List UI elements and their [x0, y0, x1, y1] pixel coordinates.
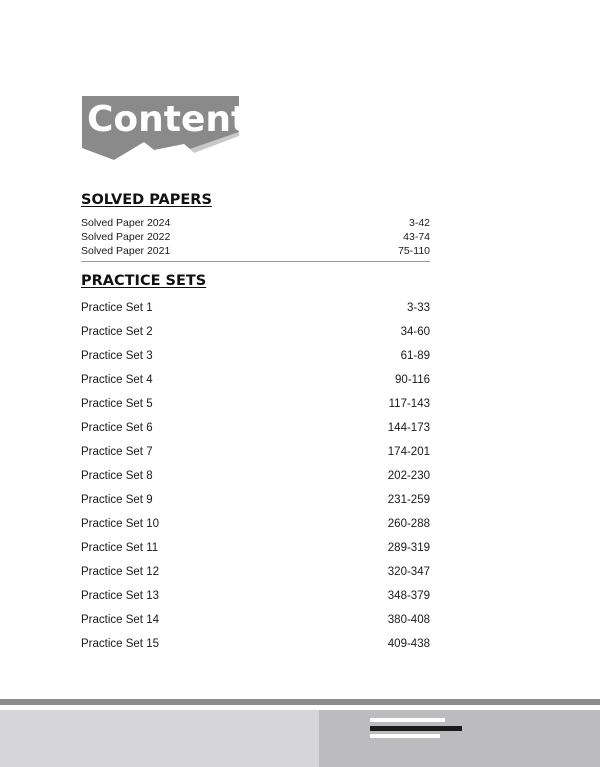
footer-bar-top [370, 718, 445, 722]
toc-entry-label: Solved Paper 2021 [81, 245, 171, 257]
toc-row [81, 540, 430, 564]
toc-page-range: 348-379 [387, 590, 430, 602]
footer-rule [0, 699, 600, 705]
toc-row [81, 244, 430, 258]
toc-row [81, 216, 430, 230]
toc-row [81, 612, 430, 636]
practice-sets-list [81, 300, 430, 660]
toc-entry-label: Practice Set 3 [81, 350, 153, 362]
toc-row [81, 324, 430, 348]
toc-page-range: 289-319 [387, 542, 430, 554]
page-title: Contents [87, 99, 270, 140]
toc-page-range: 3-42 [408, 217, 430, 229]
toc-entry-label: Practice Set 8 [81, 470, 153, 482]
toc-page-range: 144-173 [387, 422, 430, 434]
toc-page-range: 43-74 [403, 231, 430, 243]
toc-page-range: 34-60 [400, 326, 430, 338]
section-divider [81, 261, 430, 262]
toc-page-range: 409-438 [387, 638, 430, 650]
toc-row [81, 468, 430, 492]
toc-row [81, 420, 430, 444]
toc-entry-label: Practice Set 2 [81, 326, 153, 338]
toc-row [81, 516, 430, 540]
toc-entry-label: Solved Paper 2022 [81, 231, 171, 243]
toc-page-range: 75-110 [398, 245, 430, 257]
footer-bar-middle [370, 726, 462, 731]
toc-row [81, 230, 430, 244]
footer-left-panel [0, 710, 319, 767]
toc-entry-label: Practice Set 11 [81, 542, 159, 554]
toc-entry-label: Practice Set 13 [81, 590, 159, 602]
toc-entry-label: Practice Set 14 [81, 614, 159, 626]
toc-entry-label: Practice Set 15 [81, 638, 159, 650]
toc-row [81, 348, 430, 372]
practice-sets-heading: PRACTICE SETS [81, 273, 207, 289]
solved-papers-list [81, 216, 430, 258]
toc-entry-label: Practice Set 1 [81, 302, 153, 314]
toc-page-range: 380-408 [387, 614, 430, 626]
toc-row [81, 636, 430, 660]
toc-row [81, 372, 430, 396]
toc-row [81, 300, 430, 324]
toc-page-range: 231-259 [387, 494, 430, 506]
toc-entry-label: Practice Set 4 [81, 374, 153, 386]
toc-entry-label: Practice Set 5 [81, 398, 153, 410]
toc-entry-label: Practice Set 10 [81, 518, 159, 530]
toc-entry-label: Practice Set 7 [81, 446, 153, 458]
solved-papers-heading: SOLVED PAPERS [81, 192, 212, 208]
contents-banner [82, 96, 270, 160]
footer-bar-bottom [370, 734, 440, 738]
toc-page-range: 117-143 [388, 398, 430, 410]
toc-row [81, 396, 430, 420]
toc-entry-label: Practice Set 6 [81, 422, 153, 434]
toc-entry-label: Solved Paper 2024 [81, 217, 171, 229]
toc-row [81, 588, 430, 612]
toc-entry-label: Practice Set 12 [81, 566, 159, 578]
toc-page-range: 174-201 [387, 446, 430, 458]
toc-entry-label: Practice Set 9 [81, 494, 153, 506]
toc-page-range: 320-347 [387, 566, 430, 578]
toc-page-range: 90-116 [395, 374, 430, 386]
toc-page-range: 260-288 [387, 518, 430, 530]
toc-page-range: 61-89 [400, 350, 430, 362]
toc-row [81, 492, 430, 516]
toc-row [81, 564, 430, 588]
toc-page-range: 202-230 [387, 470, 430, 482]
footer-right-panel [319, 710, 600, 767]
toc-row [81, 444, 430, 468]
toc-page-range: 3-33 [406, 302, 430, 314]
